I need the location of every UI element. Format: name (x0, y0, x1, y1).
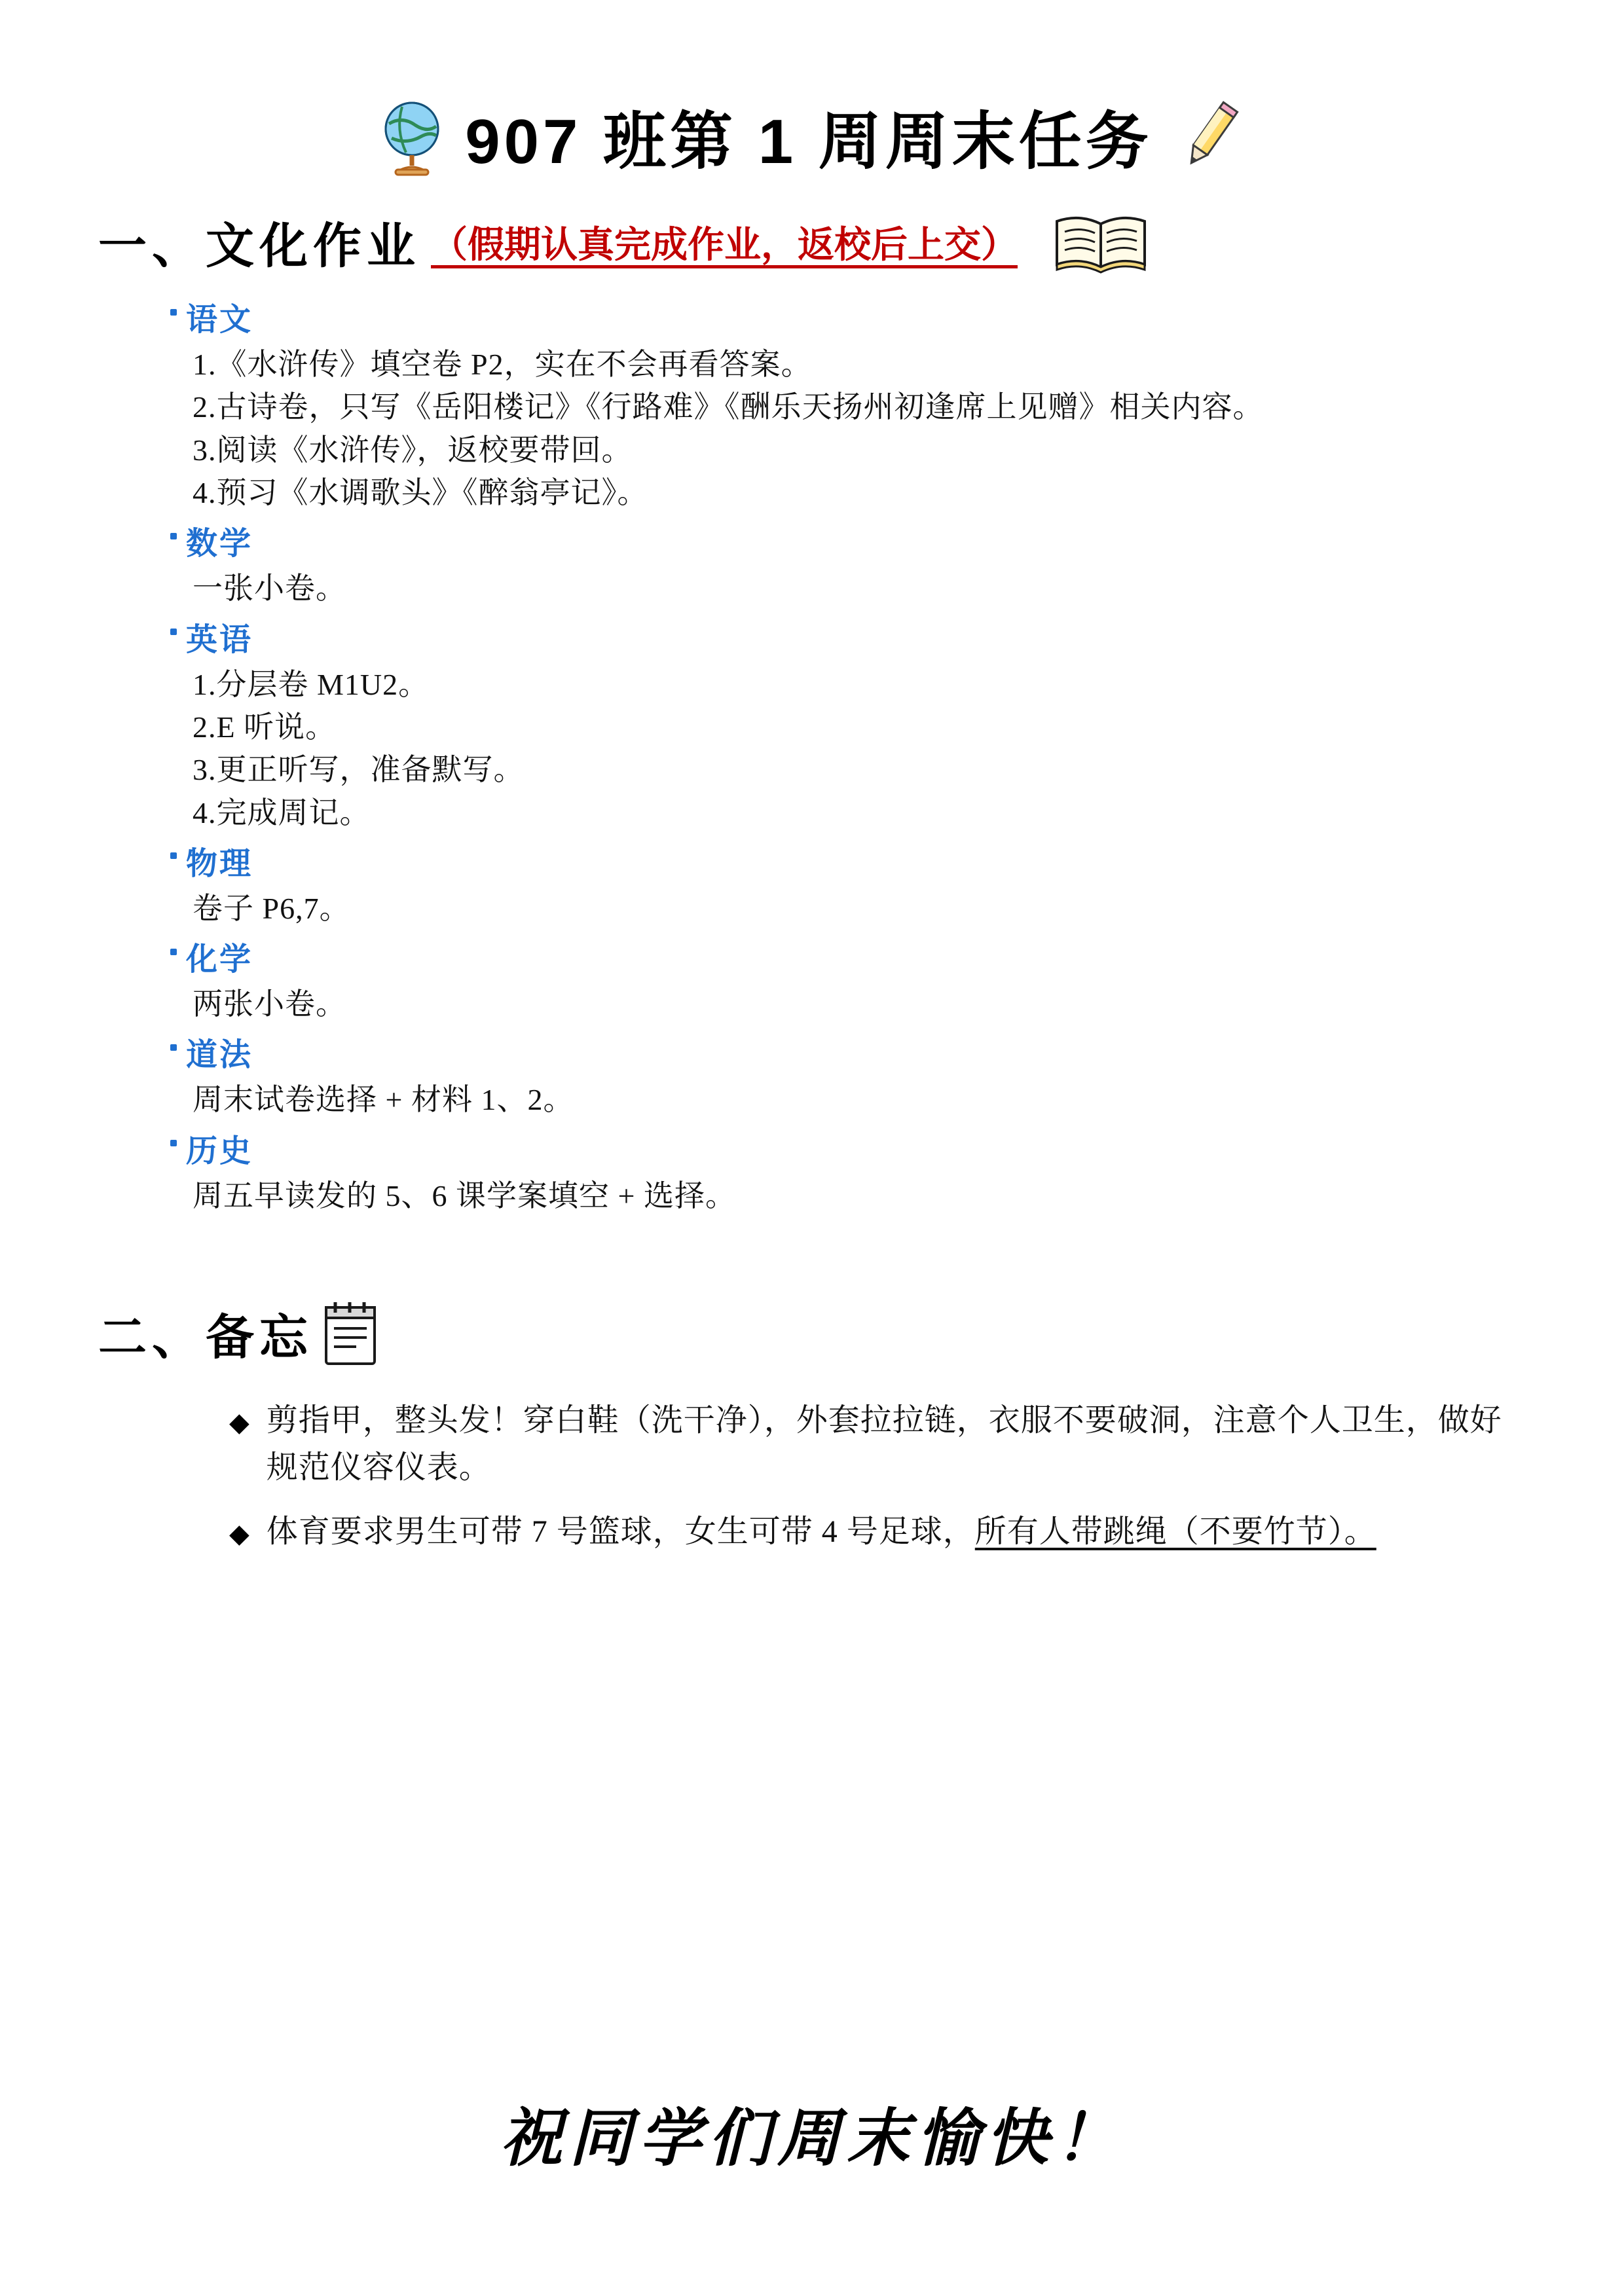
subject-chemistry-lines (193, 983, 1526, 1025)
list-item: 两张小卷。 (193, 987, 346, 1021)
subject-list (170, 294, 1526, 1217)
subject-math (170, 518, 1526, 610)
memo-item-text: 剪指甲，整头发！穿白鞋（洗干净），外套拉拉链，衣服不要破洞，注意个人卫生，做好规范仪容仪表。 (266, 1403, 1502, 1485)
subject-history (170, 1125, 1526, 1217)
page-title: 907 班第 1 周周末任务 (465, 107, 1153, 177)
section-heading-memo (98, 1296, 1526, 1371)
subject-morality-law-lines (193, 1078, 1526, 1121)
subject-history-title (170, 1125, 1526, 1171)
subject-math-lines (193, 567, 1526, 610)
list-item: 1.《水浒传》填空卷 P2，实在不会再看答案。 (193, 348, 812, 381)
globe-icon (376, 98, 448, 176)
subject-morality-law-label: 道法 (186, 1038, 253, 1073)
list-item (229, 1508, 1526, 1556)
subject-chinese-title (170, 294, 1526, 339)
section-2-number: 二、备忘 (98, 1309, 313, 1364)
subject-english (170, 614, 1526, 834)
subject-chemistry-label: 化学 (186, 942, 253, 977)
list-item: 2.古诗卷，只写《岳阳楼记》《行路难》《酬乐天扬州初逢席上见赠》相关内容。 (193, 390, 1264, 424)
section-1-number: 一、文化作业 (98, 219, 420, 273)
bullet-icon (170, 1140, 177, 1146)
memo-item-text-underlined: 所有人带跳绳（不要竹节）。 (974, 1514, 1376, 1550)
subject-chemistry (170, 934, 1526, 1025)
bullet-icon (170, 949, 177, 955)
list-item: 3.更正听写，准备默写。 (193, 753, 525, 787)
memo-list (229, 1397, 1526, 1556)
subject-chemistry-title (170, 934, 1526, 979)
memo-item-text-wrapper (267, 1508, 1376, 1556)
subject-chinese-label: 语文 (186, 302, 253, 337)
page-title-row (98, 92, 1526, 181)
footer-blessing: 祝同学们周末愉快！ (500, 2104, 1124, 2174)
list-item: 2.E 听说。 (193, 710, 337, 744)
list-item: 周五早读发的 5、6 课学案填空 + 选择。 (193, 1178, 736, 1212)
subject-physics-lines (193, 887, 1526, 930)
bullet-icon (170, 309, 177, 316)
subject-physics-label: 物理 (186, 846, 253, 881)
subject-chinese (170, 294, 1526, 514)
list-item: 4.预习《水调歌头》《醉翁亭记》。 (193, 475, 648, 509)
memo-pad-icon (317, 1296, 386, 1371)
section-1-note: （假期认真完成作业，返校后上交） (431, 224, 1018, 265)
list-item: 1.分层卷 M1U2。 (193, 667, 430, 701)
list-item: 3.阅读《水浒传》，返校要带回。 (193, 433, 633, 467)
bullet-icon (170, 852, 177, 859)
subject-english-lines (193, 663, 1526, 834)
diamond-bullet-icon: ◆ (229, 1519, 249, 1549)
section-heading-homework (98, 208, 1526, 277)
memo-item-text: 体育要求男生可带 7 号篮球，女生可带 4 号足球， (266, 1514, 975, 1550)
subject-morality-law (170, 1029, 1526, 1121)
list-item: 4.完成周记。 (193, 795, 371, 829)
open-book-icon (1052, 210, 1150, 275)
subject-morality-law-title (170, 1029, 1526, 1074)
bullet-icon (170, 1044, 177, 1051)
bullet-icon (170, 533, 177, 539)
subject-history-label: 历史 (186, 1133, 253, 1169)
list-item: 卷子 P6,7。 (193, 891, 350, 925)
pencil-icon (1170, 98, 1248, 176)
subject-math-title (170, 518, 1526, 563)
list-item: 周末试卷选择 + 材料 1、2。 (193, 1083, 574, 1117)
bullet-icon (170, 629, 177, 635)
subject-math-label: 数学 (186, 526, 253, 562)
subject-physics-title (170, 838, 1526, 883)
subject-physics (170, 838, 1526, 930)
list-item: 一张小卷。 (193, 572, 346, 606)
list-item (229, 1397, 1526, 1491)
subject-chinese-lines (193, 343, 1526, 514)
subject-history-lines (193, 1175, 1526, 1217)
diamond-bullet-icon: ◆ (229, 1408, 249, 1438)
subject-english-label: 英语 (186, 622, 253, 657)
subject-english-title (170, 614, 1526, 659)
